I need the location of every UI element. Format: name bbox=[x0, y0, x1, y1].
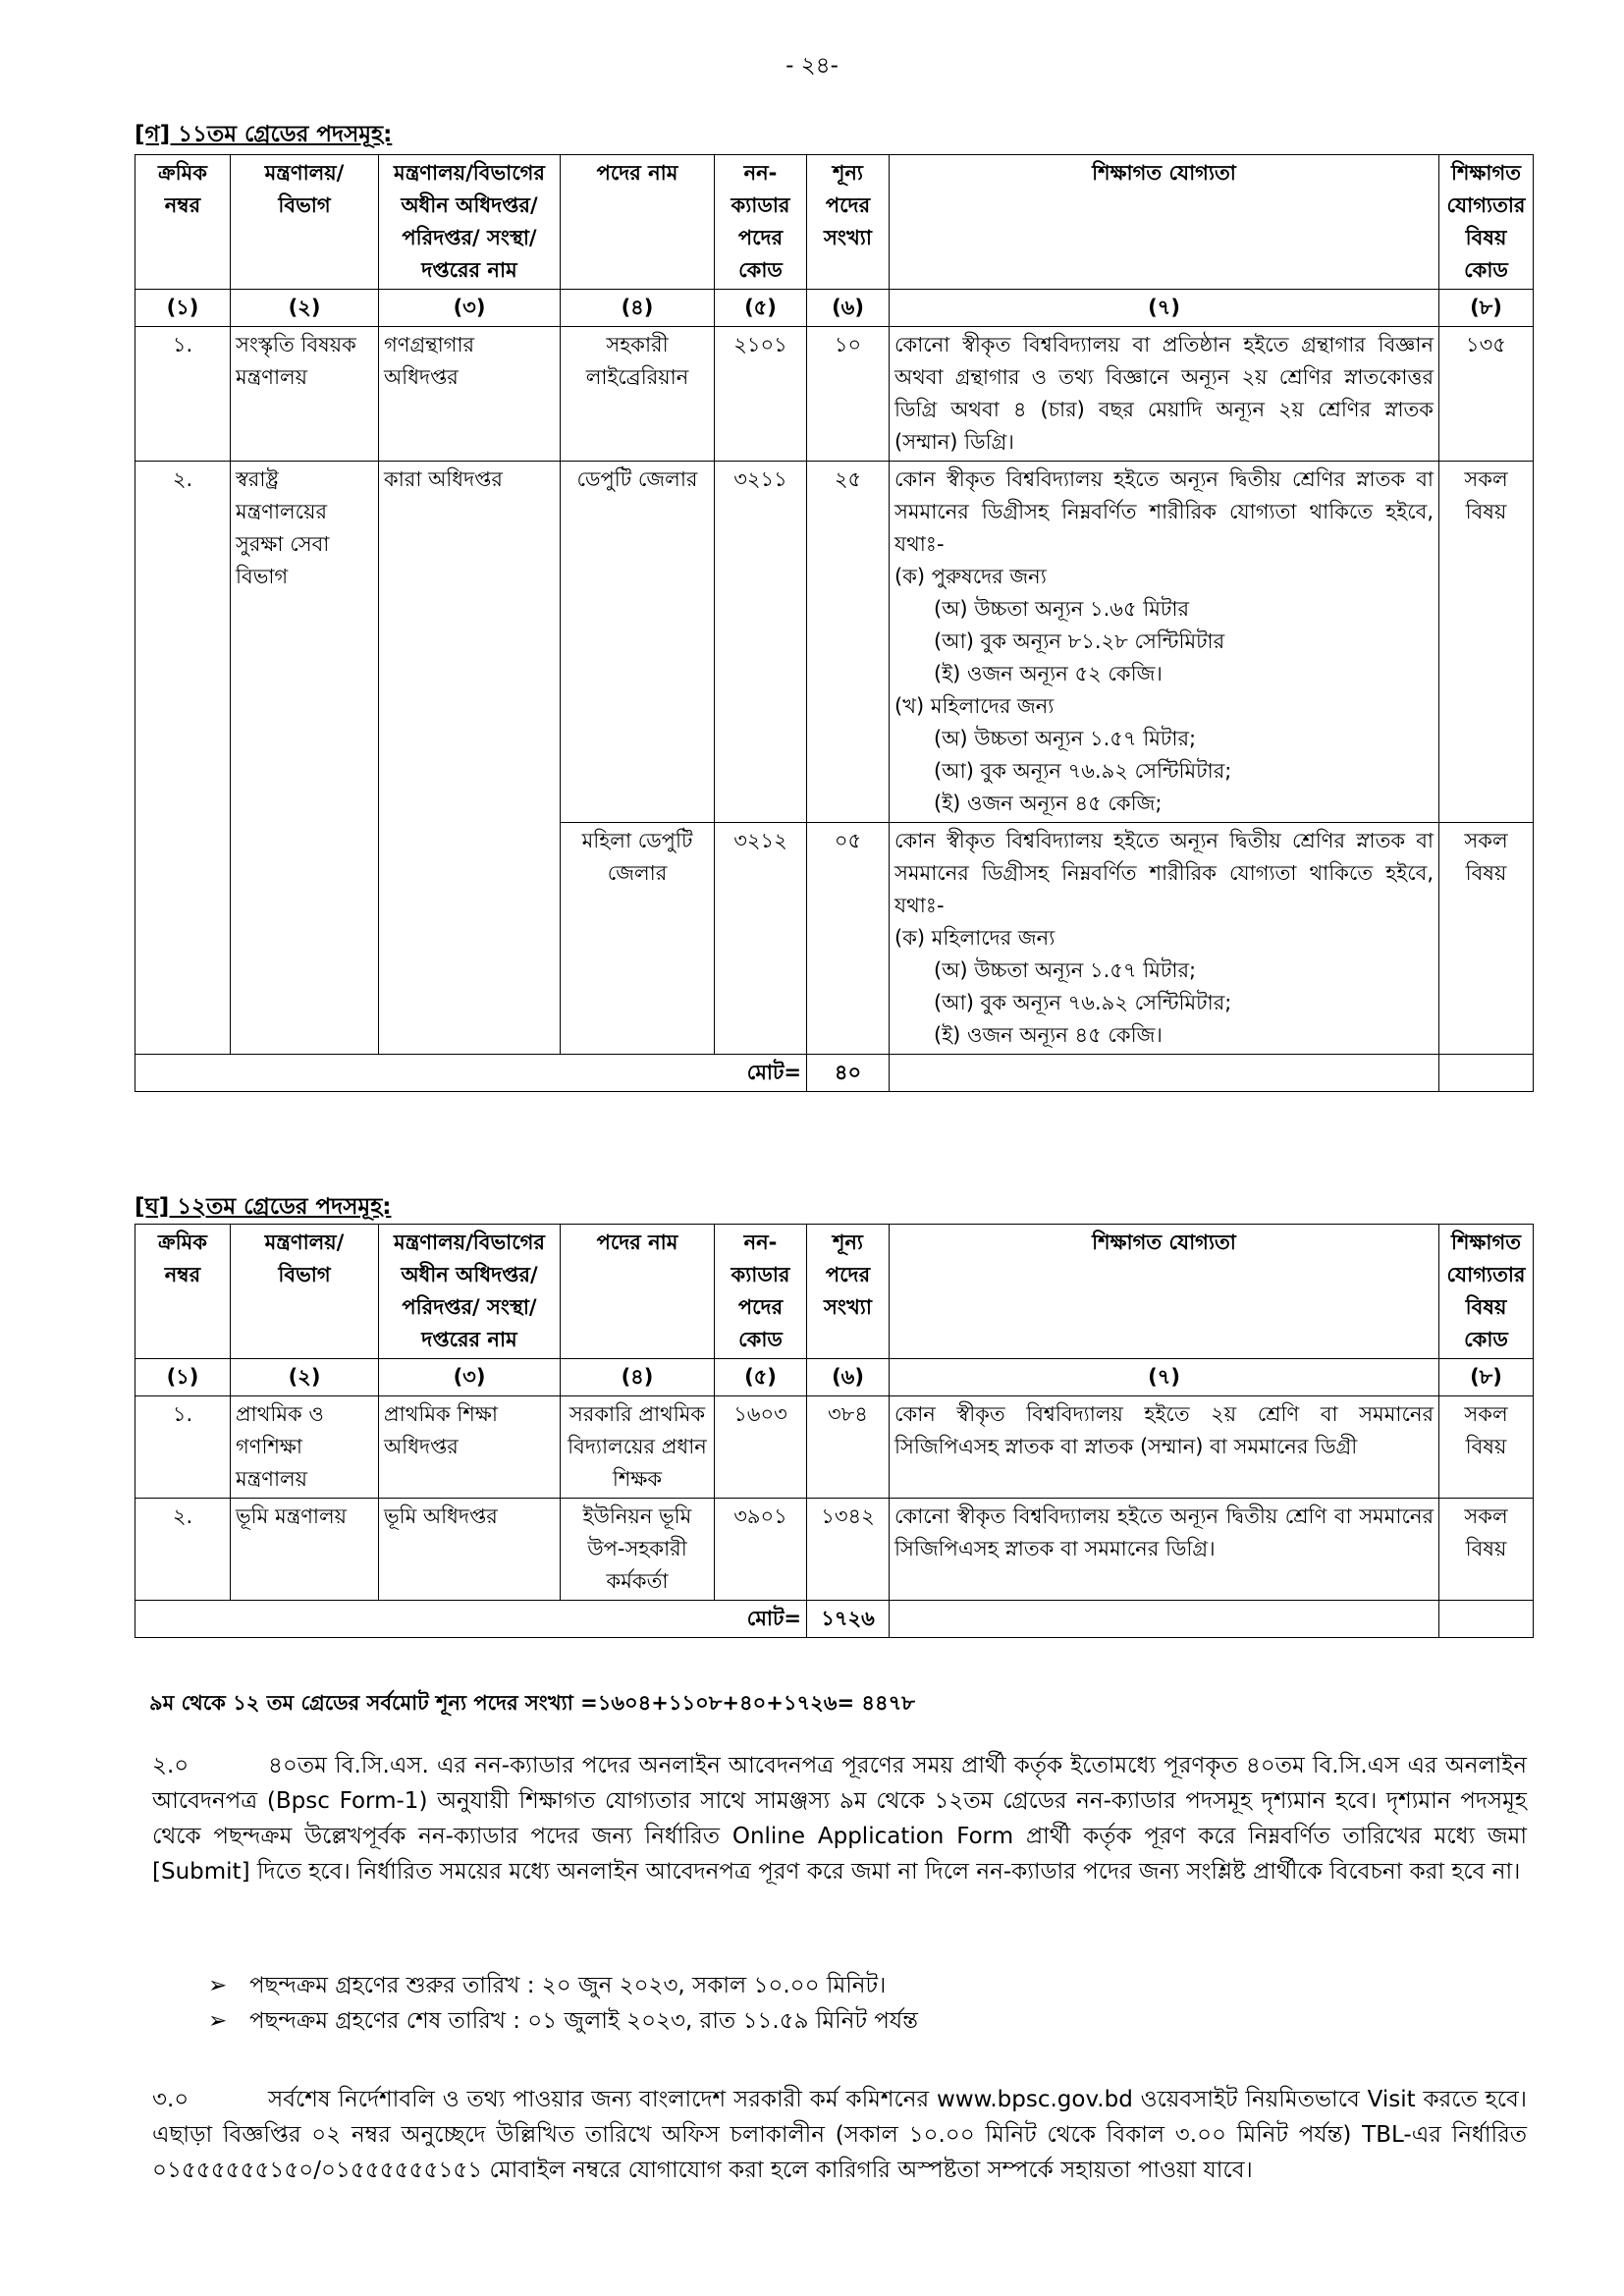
department-cell: প্রাথমিক শিক্ষা অধিদপ্তর bbox=[379, 1396, 561, 1499]
subject-code-cell: ১৩৫ bbox=[1439, 327, 1534, 462]
requirement-line: (ই) ওজন অন্যূন ৪৫ কেজি; bbox=[934, 792, 1163, 815]
col-header-subject-code: শিক্ষাগত যোগ্যতার বিষয় কোড bbox=[1439, 155, 1534, 290]
serial-cell: ১. bbox=[135, 1396, 231, 1499]
requirement-line: (ক) পুরুষদের জন্য bbox=[894, 565, 1047, 588]
arrow-bullet-icon: ➢ bbox=[208, 1973, 228, 1998]
col-header-department: মন্ত্রণালয়/বিভাগের অধীন অধিদপ্তর/পরিদপ্তর/ সংস্থা/দপ্তরের নাম bbox=[379, 155, 561, 290]
total-value: ১৭২৬ bbox=[807, 1601, 890, 1638]
column-number: (৮) bbox=[1439, 1359, 1534, 1396]
col-header-serial: ক্রমিক নম্বর bbox=[135, 155, 231, 290]
requirement-line: (অ) উচ্চতা অন্যূন ১.৫৭ মিটার; bbox=[934, 958, 1197, 982]
requirement-line: (আ) বুক অন্যূন ৭৬.৯২ সেন্টিমিটার; bbox=[934, 759, 1232, 783]
col-header-department: মন্ত্রণালয়/বিভাগের অধীন অধিদপ্তর/পরিদপ্তর/ সংস্থা/দপ্তরের নাম bbox=[379, 1225, 561, 1359]
table-row bbox=[135, 462, 1534, 823]
ministry-cell: সংস্কৃতি বিষয়ক মন্ত্রণালয় bbox=[231, 327, 379, 462]
code-cell: ৩৯০১ bbox=[715, 1499, 807, 1601]
paragraph-2 bbox=[152, 1748, 1527, 1889]
code-cell: ১৬০৩ bbox=[715, 1396, 807, 1499]
post-cell: মহিলা ডেপুটি জেলার bbox=[561, 823, 715, 1055]
column-number: (৪) bbox=[561, 290, 715, 327]
column-number: (৩) bbox=[379, 290, 561, 327]
grand-total: ৯ম থেকে ১২ তম গ্রেডের সর্বমোট শূন্য পদের সংখ্যা =১৬০৪+১১০৮+৪০+১৭২৬= ৪৪৭৮ bbox=[149, 1691, 915, 1715]
vacancy-cell: ১০ bbox=[807, 327, 890, 462]
vacancy-cell: ১৩৪২ bbox=[807, 1499, 890, 1601]
section-heading-grade-12: [ঘ] ১২তম গ্রেডের পদসমূহ: bbox=[135, 1194, 392, 1220]
total-value: ৪০ bbox=[807, 1055, 890, 1092]
column-number: (৬) bbox=[807, 1359, 890, 1396]
col-header-ministry: মন্ত্রণালয়/ বিভাগ bbox=[231, 1225, 379, 1359]
col-header-qualification: শিক্ষাগত যোগ্যতা bbox=[890, 1225, 1439, 1359]
column-number: (১) bbox=[135, 1359, 231, 1396]
col-header-subject-code: শিক্ষাগত যোগ্যতার বিষয় কোড bbox=[1439, 1225, 1534, 1359]
column-number: (৭) bbox=[890, 1359, 1439, 1396]
page-number: - ২৪- bbox=[785, 53, 839, 79]
requirement-line: (অ) উচ্চতা অন্যূন ১.৫৭ মিটার; bbox=[934, 727, 1197, 750]
column-number: (২) bbox=[231, 290, 379, 327]
vacancy-cell: ০৫ bbox=[807, 823, 890, 1055]
ministry-cell: প্রাথমিক ও গণশিক্ষা মন্ত্রণালয় bbox=[231, 1396, 379, 1499]
table-row bbox=[135, 327, 1534, 462]
column-number: (৫) bbox=[715, 290, 807, 327]
total-row bbox=[135, 1055, 1534, 1092]
col-header-qualification: শিক্ষাগত যোগ্যতা bbox=[890, 155, 1439, 290]
bullet-item bbox=[208, 2003, 918, 2039]
bullet-text: পছন্দক্রম গ্রহণের শুরুর তারিখ : ২০ জুন ২০২৩, সকাল ১০.০০ মিনিট। bbox=[249, 1973, 887, 1998]
bullet-item bbox=[208, 1968, 918, 2003]
paragraph-3 bbox=[152, 2082, 1527, 2188]
paragraph-text: সর্বশেষ নির্দেশাবলি ও তথ্য পাওয়ার জন্য বাংলাদেশ সরকারী কর্ম কমিশনের www.bpsc.gov.bd ওয়েবসাইট নিয়মিতভাবে Visit করতে হবে। এছাড়া বিজ্ঞপ্তির ০২ নম্বর অনুচ্ছেদে উল্লিখিত তারিখে অফিস চলাকালীন (সকাল ১০.০০ মিনিট থেকে বিকাল ৩.০০ মিনিট পর্যন্ত) TBL-এর নির্ধারিত ০১৫৫৫৫৫৫১৫০/০১৫৫৫৫৫৫১৫১ মোবাইল নম্বরে যোগাযোগ করা হলে কারিগরি অস্পষ্টতা সম্পর্কে সহায়তা পাওয়া যাবে। bbox=[152, 2087, 1527, 2183]
col-header-code: নন- ক্যাডার পদের কোড bbox=[715, 155, 807, 290]
qualification-cell: কোনো স্বীকৃত বিশ্ববিদ্যালয় হইতে অন্যূন দ্বিতীয় শ্রেণি বা সমমানের সিজিপিএসহ স্নাতক বা সমমানের ডিগ্রি। bbox=[890, 1499, 1439, 1601]
serial-cell: ১. bbox=[135, 327, 231, 462]
department-cell: গণগ্রন্থাগার অধিদপ্তর bbox=[379, 327, 561, 462]
column-number: (৭) bbox=[890, 290, 1439, 327]
requirement-line: (অ) উচ্চতা অন্যূন ১.৬৫ মিটার bbox=[934, 597, 1190, 621]
requirement-line: (ক) মহিলাদের জন্য bbox=[894, 926, 1056, 950]
department-cell: কারা অধিদপ্তর bbox=[379, 462, 561, 1055]
code-cell: ৩২১১ bbox=[715, 462, 807, 823]
column-number: (৩) bbox=[379, 1359, 561, 1396]
empty-cell bbox=[1439, 1055, 1534, 1092]
post-cell: ডেপুটি জেলার bbox=[561, 462, 715, 823]
grade-11-table bbox=[135, 154, 1534, 1092]
code-cell: ২১০১ bbox=[715, 327, 807, 462]
total-label: মোট= bbox=[135, 1055, 807, 1092]
requirement-line: (আ) বুক অন্যূন ৮১.২৮ সেন্টিমিটার bbox=[934, 629, 1225, 653]
requirement-line: (খ) মহিলাদের জন্য bbox=[894, 694, 1055, 718]
subject-code-cell: সকল বিষয় bbox=[1439, 1499, 1534, 1601]
post-cell: ইউনিয়ন ভূমি উপ-সহকারী কর্মকর্তা bbox=[561, 1499, 715, 1601]
col-header-vacancy: শূন্য পদের সংখ্যা bbox=[807, 1225, 890, 1359]
department-cell: ভূমি অধিদপ্তর bbox=[379, 1499, 561, 1601]
paragraph-number: ২.০ bbox=[152, 1753, 189, 1778]
grade-12-table bbox=[135, 1224, 1534, 1638]
code-cell: ৩২১২ bbox=[715, 823, 807, 1055]
bullet-text: পছন্দক্রম গ্রহণের শেষ তারিখ : ০১ জুলাই ২০২৩, রাত ১১.৫৯ মিনিট পর্যন্ত bbox=[249, 2008, 919, 2034]
column-number: (২) bbox=[231, 1359, 379, 1396]
subject-code-cell: সকল বিষয় bbox=[1439, 462, 1534, 823]
subject-code-cell: সকল বিষয় bbox=[1439, 1396, 1534, 1499]
qualification-cell bbox=[890, 462, 1439, 823]
vacancy-cell: ৩৮৪ bbox=[807, 1396, 890, 1499]
table-header-row bbox=[135, 155, 1534, 290]
section-heading-grade-11: [গ] ১১তম গ্রেডের পদসমূহ: bbox=[135, 122, 393, 147]
col-header-serial: ক্রমিক নম্বর bbox=[135, 1225, 231, 1359]
table-row bbox=[135, 1499, 1534, 1601]
serial-cell: ২. bbox=[135, 1499, 231, 1601]
table-row bbox=[135, 1396, 1534, 1499]
bullet-list bbox=[208, 1968, 918, 2039]
ministry-cell: স্বরাষ্ট্র মন্ত্রণালয়ের সুরক্ষা সেবা বিভাগ bbox=[231, 462, 379, 1055]
table-header-row bbox=[135, 1225, 1534, 1359]
paragraph-number: ৩.০ bbox=[152, 2087, 189, 2112]
col-header-ministry: মন্ত্রণালয়/ বিভাগ bbox=[231, 155, 379, 290]
serial-cell: ২. bbox=[135, 462, 231, 1055]
requirement-line: (ই) ওজন অন্যূন ৪৫ কেজি। bbox=[934, 1023, 1163, 1047]
col-header-vacancy: শূন্য পদের সংখ্যা bbox=[807, 155, 890, 290]
column-number: (১) bbox=[135, 290, 231, 327]
qualification-cell bbox=[890, 823, 1439, 1055]
column-number: (৪) bbox=[561, 1359, 715, 1396]
column-number-row bbox=[135, 290, 1534, 327]
col-header-code: নন- ক্যাডার পদের কোড bbox=[715, 1225, 807, 1359]
post-cell: সরকারি প্রাথমিক বিদ্যালয়ের প্রধান শিক্ষক bbox=[561, 1396, 715, 1499]
column-number: (৫) bbox=[715, 1359, 807, 1396]
total-row bbox=[135, 1601, 1534, 1638]
vacancy-cell: ২৫ bbox=[807, 462, 890, 823]
empty-cell bbox=[1439, 1601, 1534, 1638]
qualification-cell: কোনো স্বীকৃত বিশ্ববিদ্যালয় বা প্রতিষ্ঠান হইতে গ্রন্থাগার বিজ্ঞান অথবা গ্রন্থাগার ও তথ্য বিজ্ঞানে অন্যূন ২য় শ্রেণির স্নাতকোত্তর ডিগ্রি অথবা ৪ (চার) বছর মেয়াদি অন্যূন ২য় শ্রেণির স্নাতক (সম্মান) ডিগ্রি। bbox=[890, 327, 1439, 462]
column-number: (৮) bbox=[1439, 290, 1534, 327]
col-header-post: পদের নাম bbox=[561, 155, 715, 290]
column-number-row bbox=[135, 1359, 1534, 1396]
total-label: মোট= bbox=[135, 1601, 807, 1638]
qualification-text: কোন স্বীকৃত বিশ্ববিদ্যালয় হইতে অন্যূন দ্বিতীয় শ্রেণির স্নাতক বা সমমানের ডিগ্রীসহ নিম্নবর্ণিত শারীরিক যোগ্যতা থাকিতে হইবে, যথাঃ- bbox=[894, 467, 1434, 556]
qualification-cell: কোন স্বীকৃত বিশ্ববিদ্যালয় হইতে ২য় শ্রেণি বা সমমানের সিজিপিএসহ স্নাতক বা স্নাতক (সম্মান) বা সমমানের ডিগ্রী bbox=[890, 1396, 1439, 1499]
paragraph-text: ৪০তম বি.সি.এস. এর নন-ক্যাডার পদের অনলাইন আবেদনপত্র পূরণের সময় প্রার্থী কর্তৃক ইতোমধ্যে পূরণকৃত ৪০তম বি.সি.এস এর অনলাইন আবেদনপত্র (Bpsc Form-1) অনুযায়ী শিক্ষাগত যোগ্যতার সাথে সামঞ্জস্য ৯ম থেকে ১২তম গ্রেডের নন-ক্যাডার পদসমূহ দৃশ্যমান হবে। দৃশ্যমান পদসমূহ থেকে পছন্দক্রম উল্লেখপূর্বক নন-ক্যাডার পদের জন্য নির্ধারিত Online Application Form প্রার্থী কর্তৃক পূরণ করে নিম্নবর্ণিত তারিখের মধ্যে জমা [Submit] দিতে হবে। নির্ধারিত সময়ের মধ্যে অনলাইন আবেদনপত্র পূরণ করে জমা না দিলে নন-ক্যাডার পদের জন্য সংশ্লিষ্ট প্রার্থীকে বিবেচনা করা হবে না। bbox=[152, 1753, 1527, 1885]
post-cell: সহকারী লাইব্রেরিয়ান bbox=[561, 327, 715, 462]
requirement-line: (ই) ওজন অন্যূন ৫২ কেজি। bbox=[934, 662, 1163, 685]
col-header-post: পদের নাম bbox=[561, 1225, 715, 1359]
empty-cell bbox=[890, 1055, 1439, 1092]
requirement-line: (আ) বুক অন্যূন ৭৬.৯২ সেন্টিমিটার; bbox=[934, 991, 1232, 1014]
empty-cell bbox=[890, 1601, 1439, 1638]
ministry-cell: ভূমি মন্ত্রণালয় bbox=[231, 1499, 379, 1601]
qualification-text: কোন স্বীকৃত বিশ্ববিদ্যালয় হইতে অন্যূন দ্বিতীয় শ্রেণির স্নাতক বা সমমানের ডিগ্রীসহ নিম্নবর্ণিত শারীরিক যোগ্যতা থাকিতে হইবে, যথাঃ- bbox=[894, 829, 1434, 917]
arrow-bullet-icon: ➢ bbox=[208, 2008, 228, 2034]
subject-code-cell: সকল বিষয় bbox=[1439, 823, 1534, 1055]
column-number: (৬) bbox=[807, 290, 890, 327]
